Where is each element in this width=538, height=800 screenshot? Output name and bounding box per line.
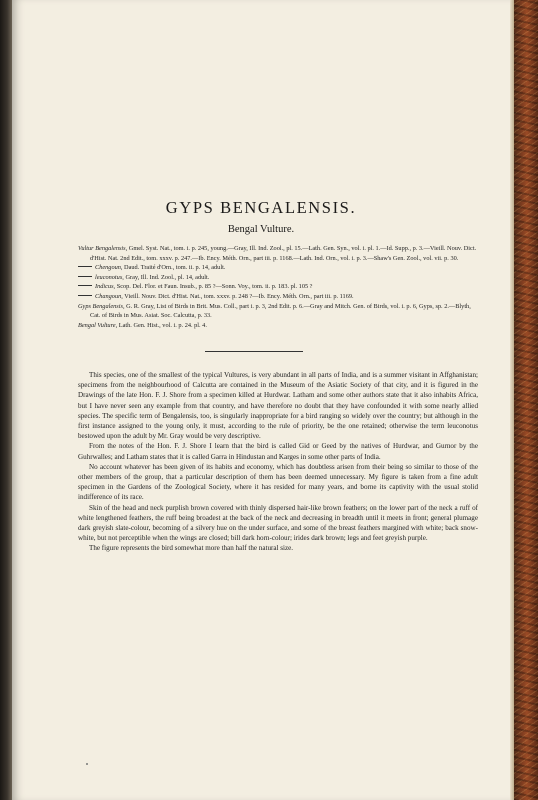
- page-mark: [86, 763, 88, 765]
- ditto-dash: [78, 285, 92, 286]
- synonym-entry: [78, 282, 478, 292]
- synonym-name: Chengoun: [95, 264, 121, 272]
- synonym-name: Bengal Vulture: [78, 321, 116, 329]
- synonym-name: leuconotus: [95, 273, 123, 281]
- synonym-entry: [78, 263, 478, 273]
- synonym-entry: [78, 302, 478, 321]
- page-title: GYPS BENGALENSIS.: [165, 198, 357, 217]
- synonym-name: Changoun: [95, 292, 122, 300]
- synonym-entry: [78, 292, 478, 302]
- paragraph: From the notes of the Hon. F. J. Shore I learn that the bird is called Gid or Geed by the natives of Hurdwar, and Gurnor by the Guhrwalles; and Latham states that it is called Garra in Hindustan and Karges in some other parts of India.: [78, 442, 478, 461]
- synonym-reference: , Gmel. Syst. Nat., tom. i. p. 245, young.—Gray, Ill. Ind. Zool., pl. 15.—Lath. Gen. Syn., vol. i. pl. 1.—Id. Supp., p. 3.—Vieill. Nouv. Dict. d'Hist. Nat. 2nd Edit., tom. xxxv. p. 247.—Ib. Ency. Méth. Orn., part iii. p. 1168.—Lath. Ind. Orn., vol. i. p. 3.—Shaw's Gen. Zool., vol. vii. p. 30.: [90, 245, 477, 262]
- book-left-edge: [0, 0, 12, 800]
- synonym-reference: , Vieill. Nouv. Dict. d'Hist. Nat., tom. xxxv. p. 248 ?—Ib. Ency. Méth. Orn., part iii. p. 1169.: [121, 292, 354, 300]
- synonym-reference: , G. R. Gray, List of Birds in Brit. Mus. Coll., part i. p. 3, 2nd Edit. p. 6.—Gray and Mitch. Gen. of Birds, vol. i. p. 6, Gyps, sp. 2.—Blyth, Cat. of Birds in Mus. Asiat. Soc. Calcutta, p. 33.: [90, 302, 471, 320]
- paragraph: This species, one of the smallest of the typical Vultures, is very abundant in all parts of India, and is a summer visitant in Affghanistan; specimens from the neighbourhood of Calcutta are contained in the Museum of the Asiatic Society of that city, and it is figured in the Drawings of the late Hon. F. J. Shore from a specimen killed at Hurdwar. Latham and some other authors state that it also inhabits Africa, but I have never seen any example from that country, and have therefore no doubt that they have confounded it with some nearly allied species. The specific term of Bengalensis, too, is singularly inappropriate for a bird ranging so widely over the country; but although in the first instance assigned to the young only, it must, according to the rule of priority, be the one retained; otherwise the term leuconotus bestowed upon the adult by Mr. Gray would be very descriptive.: [78, 371, 478, 441]
- synonym-entry: [78, 244, 478, 263]
- book-binding: [510, 0, 538, 800]
- synonym-reference: , Lath. Gen. Hist., vol. i. p. 24. pl. 4.: [115, 321, 207, 329]
- synonym-entry: [78, 321, 478, 331]
- synonym-reference: , Daud. Traité d'Orn., tom. ii. p. 14, adult.: [120, 264, 226, 272]
- synonym-entry: [78, 273, 478, 283]
- section-divider: [205, 351, 303, 352]
- synonym-reference: , Gray, Ill. Ind. Zool., pl. 14, adult.: [122, 273, 210, 281]
- synonymy-list: [78, 244, 478, 330]
- body-text: [78, 370, 478, 554]
- synonym-name: Gyps Bengalensis: [78, 302, 123, 310]
- synonym-reference: , Scop. Del. Flor. et Faun. Insub., p. 85 ?—Sonn. Voy., tom. ii. p. 183. pl. 105 ?: [113, 283, 313, 291]
- synonym-name: Vultur Bengalensis: [78, 245, 126, 252]
- ditto-dash: [78, 295, 92, 296]
- ditto-dash: [78, 276, 92, 277]
- paragraph: The figure represents the bird somewhat more than half the natural size.: [89, 544, 294, 553]
- paragraph: Skin of the head and neck purplish brown covered with thinly dispersed hair-like brown feathers; on the lower part of the neck a ruff of white lengthened feathers, the ruff being broadest at the back of the neck and decreasing in breadth until it meets in front; general plumage dark greyish slate-colour, becoming of a silvery hue on the under surface, and some of the breast feathers margined with white; back snow-white, but not perceptible when the wings are closed; bill dark horn-colour; irides dark brown; legs and feet greyish purple.: [78, 503, 478, 543]
- page-subtitle: Bengal Vulture.: [227, 224, 295, 235]
- ditto-dash: [78, 266, 92, 267]
- paragraph: No account whatever has been given of its habits and economy, which has doubtless arisen from their being so similar to those of the other members of the group, that a particular description of them has been deemed unnecessary. My figure is taken from a fine adult specimen in the Gardens of the Zoological Society, where it has resided for many years, and borne its captivity with the usual stolid indifference of its race.: [78, 462, 478, 502]
- synonym-name: Indicus: [95, 283, 114, 291]
